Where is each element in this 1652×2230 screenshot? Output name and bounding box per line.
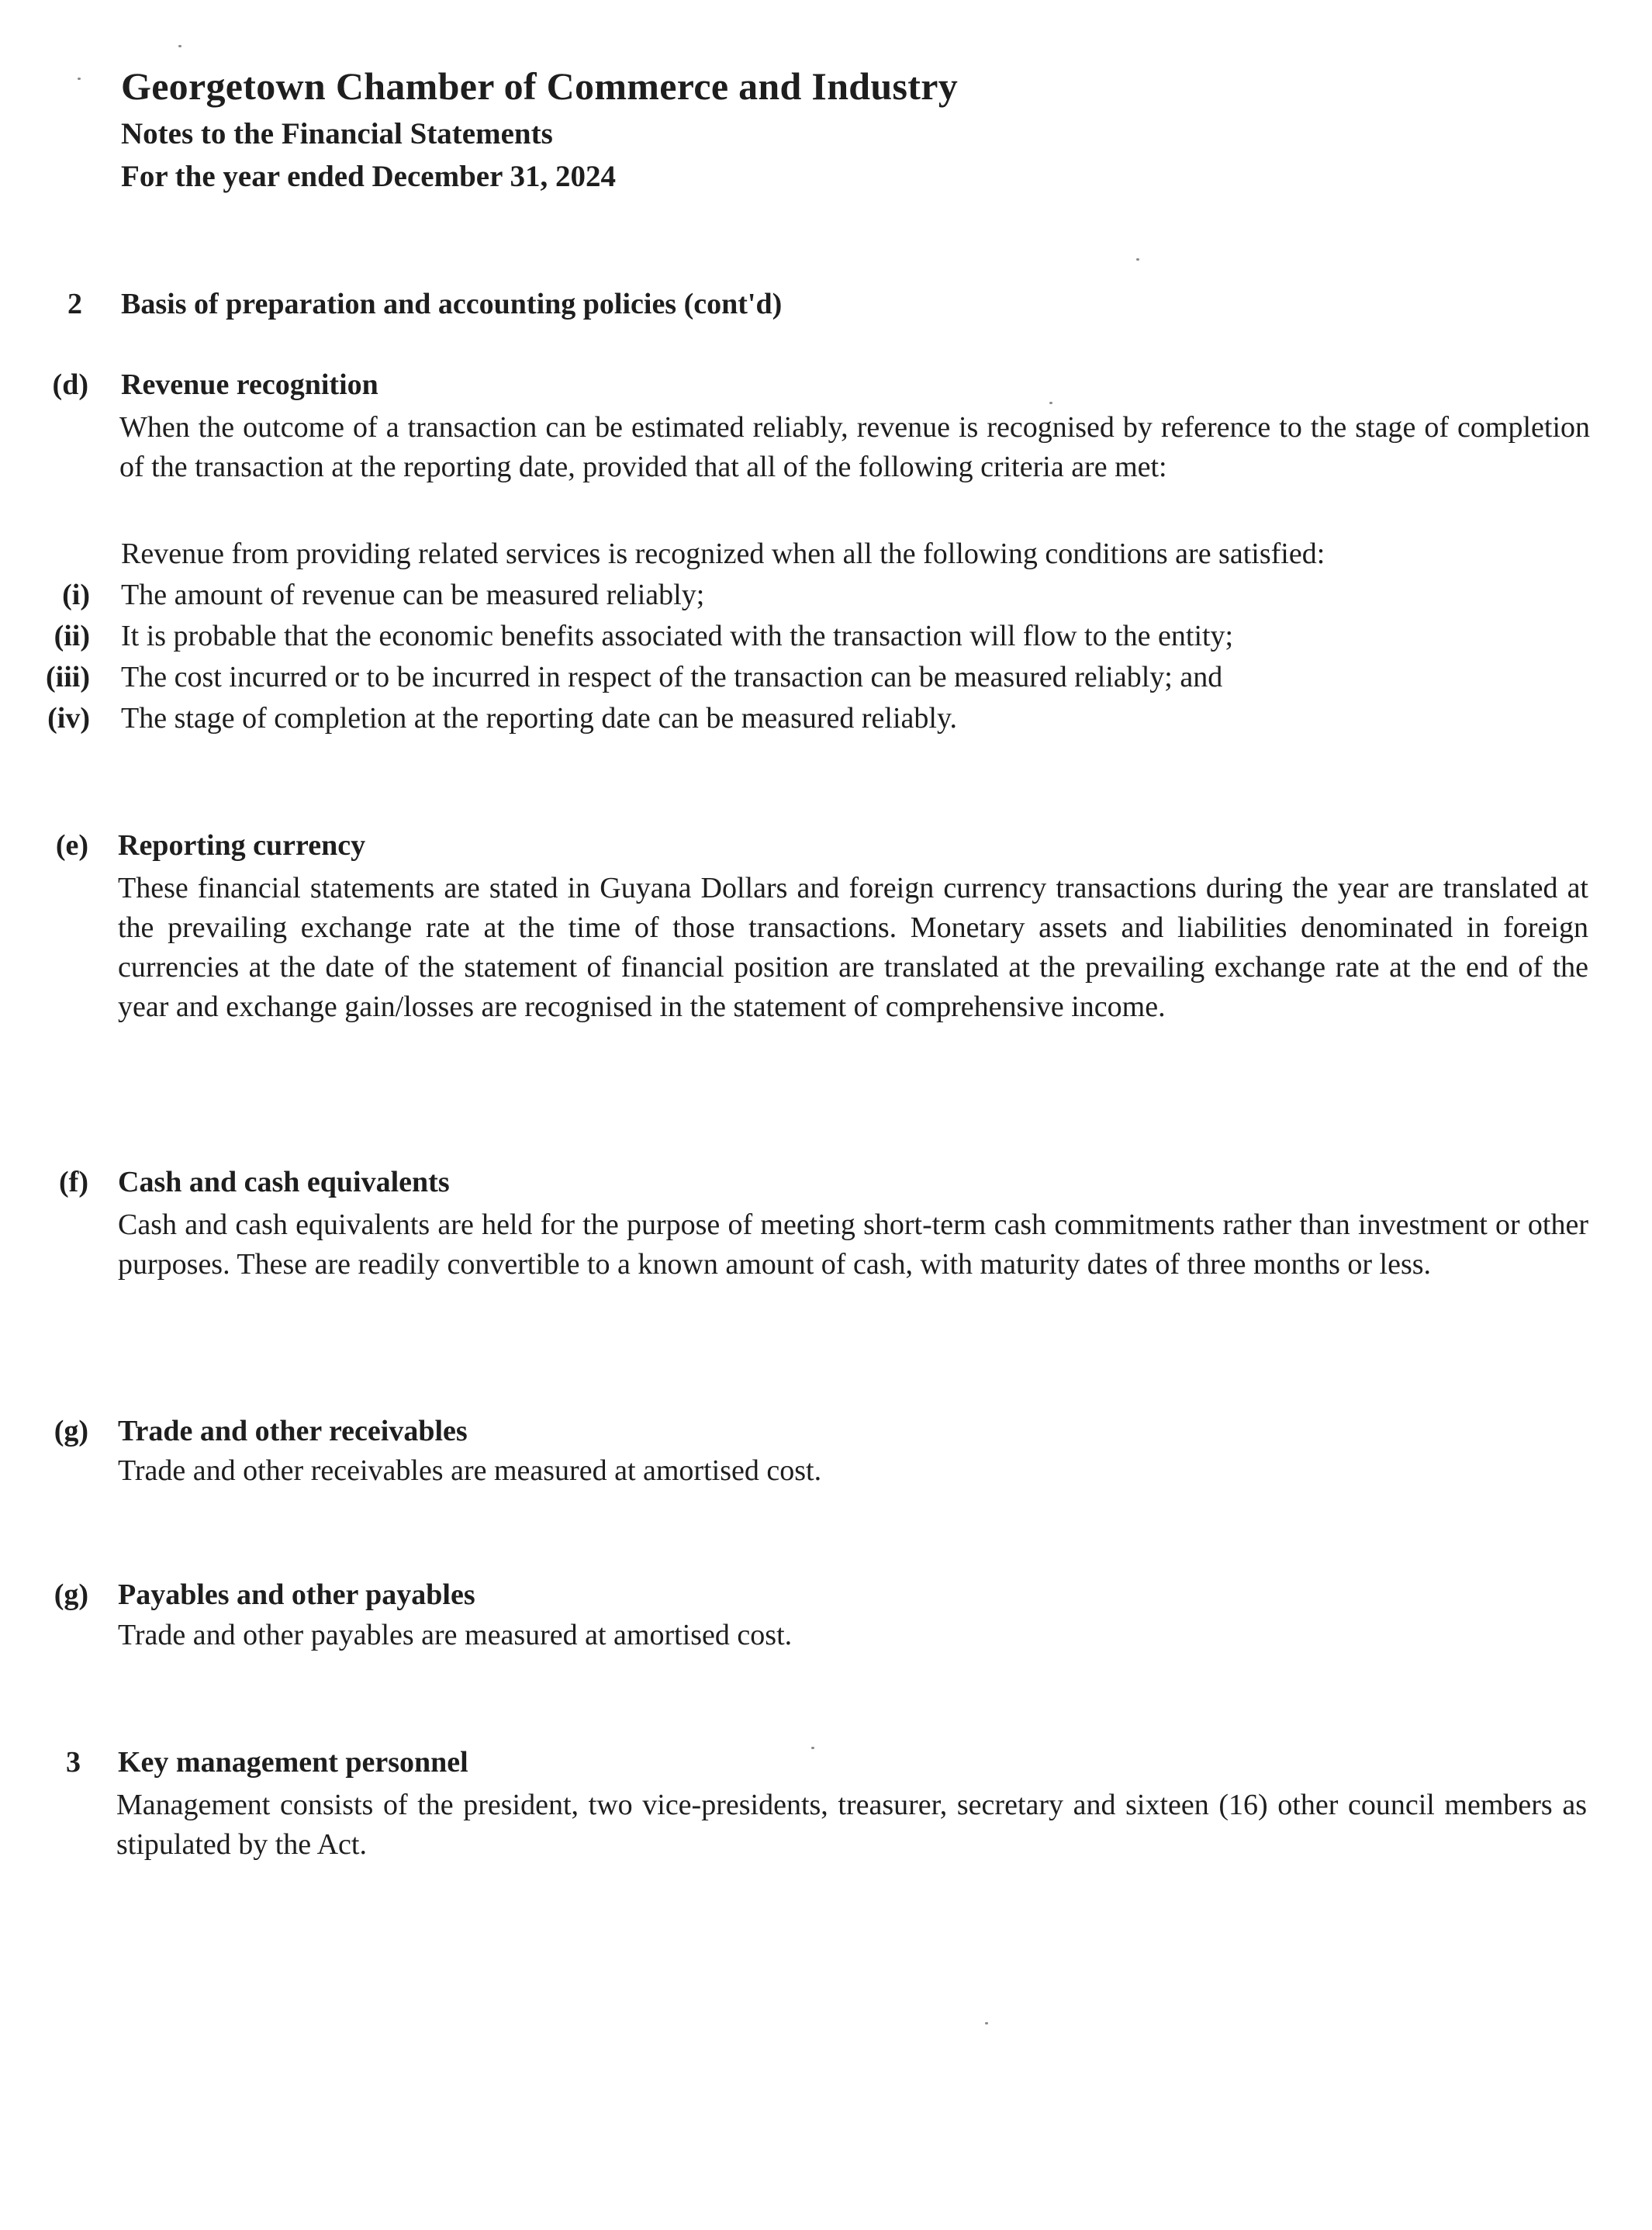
- note-heading-revenue: Revenue recognition: [121, 368, 378, 401]
- payables-text: Trade and other payables are measured at amortised cost.: [118, 1619, 793, 1651]
- condition-marker: (iv): [47, 702, 90, 735]
- condition-text: The stage of completion at the reporting date can be measured reliably.: [121, 702, 957, 735]
- condition-text: The amount of revenue can be measured reliably;: [121, 579, 705, 611]
- section-number: 3: [66, 1746, 81, 1779]
- section-heading: Basis of preparation and accounting policies (cont'd): [121, 288, 783, 320]
- note-heading-cash: Cash and cash equivalents: [118, 1166, 450, 1198]
- receivables-text: Trade and other receivables are measured at amortised cost.: [118, 1454, 822, 1487]
- note-heading-receivables: Trade and other receivables: [118, 1415, 468, 1447]
- revenue-paragraph: When the outcome of a transaction can be estimated reliably, revenue is recognised by reference to the stage of completion of the transaction at the reporting date, provided that all of the following criteria are met:: [119, 411, 1590, 483]
- note-heading-payables: Payables and other payables: [118, 1578, 475, 1611]
- currency-paragraph: These financial statements are stated in Guyana Dollars and foreign currency transactions during the year are translated at the prevailing exchange rate at the time of those transactions. Monetary assets and liabilities denominated in foreign currencies at the date of the statement of financial position are translated at the prevailing exchange rate at the end of the year and exchange gain/losses are recognised in the statement of comprehensive income.: [118, 872, 1588, 1023]
- section-number: 2: [67, 288, 82, 320]
- note-marker: (e): [55, 829, 88, 862]
- reporting-period: For the year ended December 31, 2024: [121, 160, 616, 193]
- note-heading-currency: Reporting currency: [118, 829, 366, 862]
- condition-text: The cost incurred or to be incurred in respect of the transaction can be measured reliably; and: [121, 661, 1223, 693]
- scan-speck: [811, 1747, 814, 1749]
- note-marker: (f): [59, 1166, 88, 1198]
- condition-marker: (ii): [54, 620, 90, 652]
- organization-title: Georgetown Chamber of Commerce and Industry: [121, 64, 959, 108]
- document-subtitle: Notes to the Financial Statements: [121, 117, 553, 150]
- scan-speck: [1049, 402, 1052, 404]
- revenue-conditions-intro: Revenue from providing related services is recognized when all the following conditions are satisfied:: [121, 538, 1325, 570]
- note-marker: (g): [54, 1415, 88, 1447]
- scan-speck: [1136, 258, 1139, 261]
- cash-paragraph: Cash and cash equivalents are held for the purpose of meeting short-term cash commitments rather than investment or other purposes. These are readily convertible to a known amount of cash, with maturity dates of three months or less.: [118, 1208, 1588, 1281]
- condition-marker: (iii): [46, 661, 90, 693]
- scan-speck: [985, 2022, 988, 2024]
- section-heading-key-management: Key management personnel: [118, 1746, 468, 1779]
- note-marker: (d): [52, 368, 88, 401]
- key-management-paragraph: Management consists of the president, two vice-presidents, treasurer, secretary and sixteen (16) other council members as stipulated by the Act.: [116, 1789, 1587, 1861]
- condition-marker: (i): [62, 579, 90, 611]
- condition-text: It is probable that the economic benefits associated with the transaction will flow to the entity;: [121, 620, 1234, 652]
- scan-speck: [178, 45, 181, 47]
- scan-speck: [78, 78, 81, 80]
- note-marker: (g): [54, 1578, 88, 1611]
